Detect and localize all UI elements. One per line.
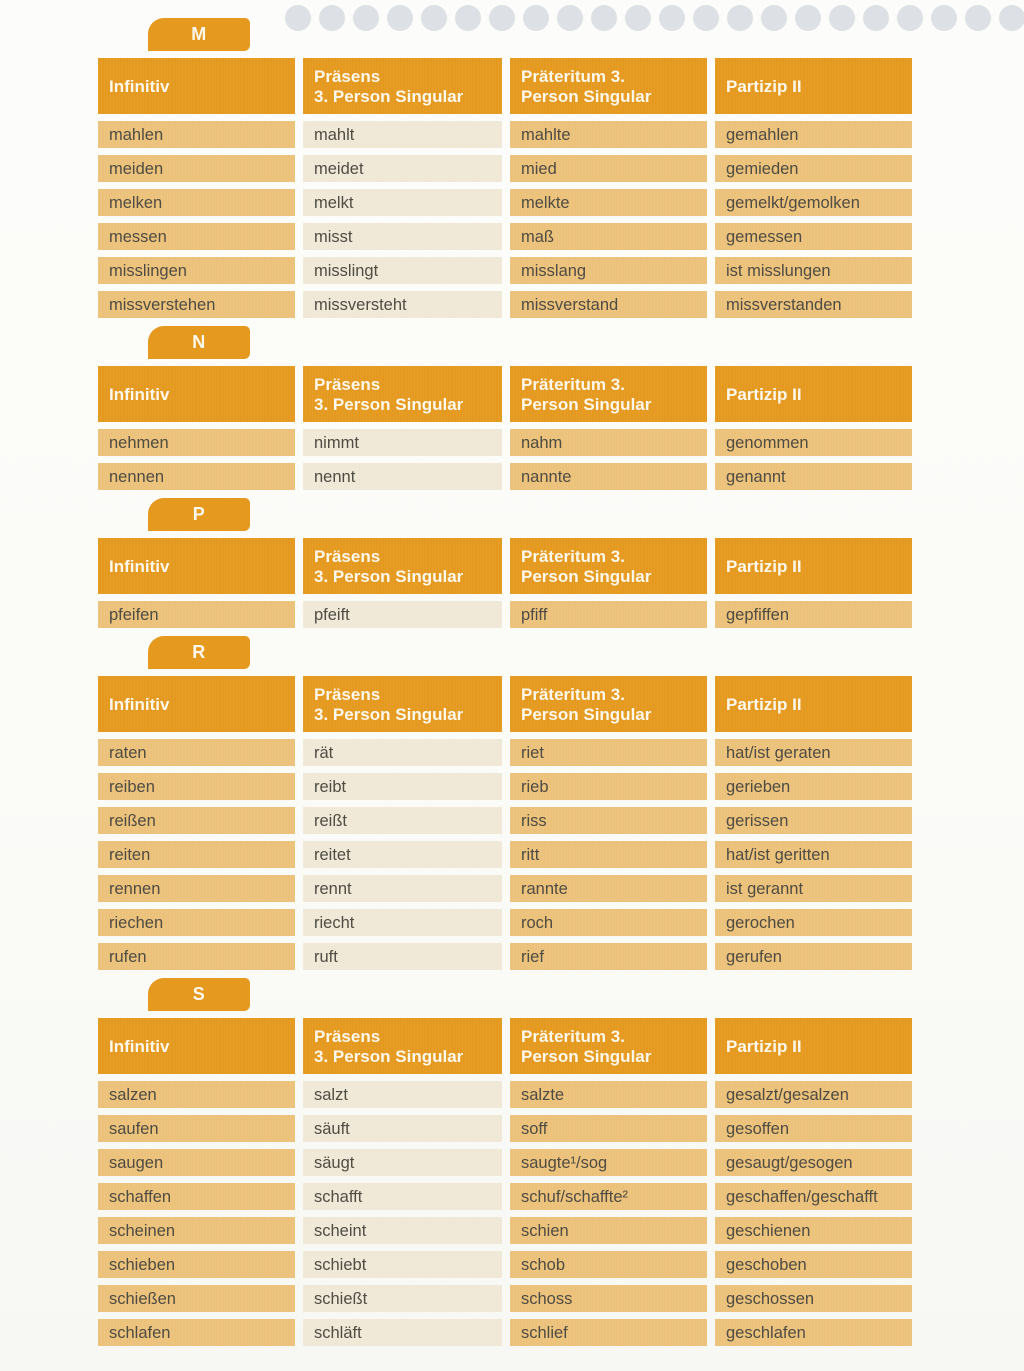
cell-praeteritum: saugte¹/sog <box>510 1149 707 1176</box>
cell-praesens: schläft <box>303 1319 502 1346</box>
cell-praeteritum: pfiff <box>510 601 707 628</box>
header-praeteritum-line2: Person Singular <box>521 395 652 414</box>
cell-partizip2: gesoffen <box>715 1115 912 1142</box>
cell-praesens: reitet <box>303 841 502 868</box>
cell-partizip2: gesaugt/gesogen <box>715 1149 912 1176</box>
cell-praesens: rennt <box>303 875 502 902</box>
verb-table <box>98 58 912 318</box>
section-s <box>98 978 912 1346</box>
cell-praesens: pfeift <box>303 601 502 628</box>
header-praesens-cell <box>303 538 502 594</box>
section-tab-m <box>148 18 250 51</box>
cell-infinitiv: mahlen <box>98 121 295 148</box>
header-praeteritum-line1: Präteritum 3. <box>521 685 625 704</box>
cell-praesens: mahlt <box>303 121 502 148</box>
header-praesens-line2: 3. Person Singular <box>314 705 464 724</box>
header-praeteritum-line1: Präteritum 3. <box>521 67 625 86</box>
binding-hole <box>999 5 1024 31</box>
header-partizip-label: Partizip II <box>726 385 802 404</box>
cell-partizip2: gemieden <box>715 155 912 182</box>
cell-infinitiv: nennen <box>98 463 295 490</box>
cell-infinitiv: saufen <box>98 1115 295 1142</box>
cell-partizip2: gepfiffen <box>715 601 912 628</box>
cell-praeteritum: melkte <box>510 189 707 216</box>
cell-praesens: nimmt <box>303 429 502 456</box>
header-praeteritum-cell <box>510 58 707 114</box>
cell-praesens: nennt <box>303 463 502 490</box>
header-praesens-line2: 3. Person Singular <box>314 567 464 586</box>
cell-praeteritum: riss <box>510 807 707 834</box>
header-praeteritum-line1: Präteritum 3. <box>521 547 625 566</box>
section-tab-p <box>148 498 250 531</box>
header-praesens-line2: 3. Person Singular <box>314 395 464 414</box>
cell-infinitiv: reiten <box>98 841 295 868</box>
cell-praesens: meidet <box>303 155 502 182</box>
cell-infinitiv: melken <box>98 189 295 216</box>
header-praeteritum-cell <box>510 676 707 732</box>
cell-praesens: reißt <box>303 807 502 834</box>
cell-praeteritum: soff <box>510 1115 707 1142</box>
cell-praeteritum: mied <box>510 155 707 182</box>
cell-infinitiv: schieben <box>98 1251 295 1278</box>
cell-partizip2: hat/ist geraten <box>715 739 912 766</box>
cell-partizip2: geschaffen/geschafft <box>715 1183 912 1210</box>
cell-partizip2: gemelkt/gemolken <box>715 189 912 216</box>
cell-partizip2: missverstanden <box>715 291 912 318</box>
cell-praesens: rät <box>303 739 502 766</box>
header-praesens-cell <box>303 1018 502 1074</box>
header-praesens-line2: 3. Person Singular <box>314 1047 464 1066</box>
cell-partizip2: geschoben <box>715 1251 912 1278</box>
header-infinitiv-label: Infinitiv <box>109 385 170 404</box>
cell-praesens: reibt <box>303 773 502 800</box>
header-praesens-line1: Präsens <box>314 685 381 704</box>
cell-infinitiv: schießen <box>98 1285 295 1312</box>
cell-infinitiv: raten <box>98 739 295 766</box>
cell-praesens: misst <box>303 223 502 250</box>
section-tab-n <box>148 326 250 359</box>
header-partizip-label: Partizip II <box>726 77 802 96</box>
header-praesens-line1: Präsens <box>314 375 381 394</box>
cell-praesens: säuft <box>303 1115 502 1142</box>
header-infinitiv-cell <box>98 676 295 732</box>
cell-praeteritum: roch <box>510 909 707 936</box>
header-infinitiv-cell <box>98 366 295 422</box>
cell-infinitiv: pfeifen <box>98 601 295 628</box>
header-partizip-cell <box>715 676 912 732</box>
cell-praeteritum: nannte <box>510 463 707 490</box>
header-infinitiv-label: Infinitiv <box>109 77 170 96</box>
header-praeteritum-line1: Präteritum 3. <box>521 375 625 394</box>
cell-infinitiv: meiden <box>98 155 295 182</box>
header-partizip-label: Partizip II <box>726 695 802 714</box>
cell-praesens: riecht <box>303 909 502 936</box>
cell-infinitiv: saugen <box>98 1149 295 1176</box>
cell-praesens: misslingt <box>303 257 502 284</box>
cell-infinitiv: messen <box>98 223 295 250</box>
header-partizip-cell <box>715 538 912 594</box>
cell-partizip2: geschienen <box>715 1217 912 1244</box>
cell-infinitiv: misslingen <box>98 257 295 284</box>
cell-partizip2: gerissen <box>715 807 912 834</box>
header-infinitiv-cell <box>98 58 295 114</box>
cell-infinitiv: reiben <box>98 773 295 800</box>
cell-praesens: schiebt <box>303 1251 502 1278</box>
cell-praeteritum: misslang <box>510 257 707 284</box>
cell-infinitiv: reißen <box>98 807 295 834</box>
cell-partizip2: geschossen <box>715 1285 912 1312</box>
cell-partizip2: hat/ist geritten <box>715 841 912 868</box>
cell-praeteritum: maß <box>510 223 707 250</box>
cell-praeteritum: missverstand <box>510 291 707 318</box>
binding-hole <box>965 5 991 31</box>
section-tab-letter: R <box>192 642 206 662</box>
cell-partizip2: genannt <box>715 463 912 490</box>
cell-praeteritum: rieb <box>510 773 707 800</box>
section-tab-letter: M <box>191 24 207 44</box>
cell-infinitiv: scheinen <box>98 1217 295 1244</box>
cell-praeteritum: schlief <box>510 1319 707 1346</box>
cell-praeteritum: mahlte <box>510 121 707 148</box>
header-praeteritum-line1: Präteritum 3. <box>521 1027 625 1046</box>
cell-praesens: melkt <box>303 189 502 216</box>
section-tab-r <box>148 636 250 669</box>
cell-infinitiv: schlafen <box>98 1319 295 1346</box>
cell-praesens: salzt <box>303 1081 502 1108</box>
header-praesens-cell <box>303 676 502 732</box>
header-partizip-cell <box>715 1018 912 1074</box>
verb-table <box>98 538 912 628</box>
verb-table <box>98 366 912 490</box>
cell-partizip2: genommen <box>715 429 912 456</box>
header-praesens-cell <box>303 366 502 422</box>
cell-praesens: säugt <box>303 1149 502 1176</box>
verb-table <box>98 676 912 970</box>
section-tab-s <box>148 978 250 1011</box>
cell-partizip2: gesalzt/gesalzen <box>715 1081 912 1108</box>
section-r <box>98 636 912 970</box>
cell-infinitiv: rufen <box>98 943 295 970</box>
header-praesens-cell <box>303 58 502 114</box>
cell-praeteritum: rannte <box>510 875 707 902</box>
cell-partizip2: ist gerannt <box>715 875 912 902</box>
cell-praeteritum: schuf/schaffte² <box>510 1183 707 1210</box>
header-partizip-cell <box>715 366 912 422</box>
cell-praesens: schießt <box>303 1285 502 1312</box>
cell-infinitiv: rennen <box>98 875 295 902</box>
binding-hole <box>931 5 957 31</box>
cell-infinitiv: missverstehen <box>98 291 295 318</box>
cell-praesens: missversteht <box>303 291 502 318</box>
section-tab-letter: S <box>192 984 206 1004</box>
cell-praeteritum: nahm <box>510 429 707 456</box>
cell-infinitiv: riechen <box>98 909 295 936</box>
header-praeteritum-line2: Person Singular <box>521 87 652 106</box>
cell-infinitiv: nehmen <box>98 429 295 456</box>
cell-praeteritum: schien <box>510 1217 707 1244</box>
header-praesens-line1: Präsens <box>314 1027 381 1046</box>
header-praeteritum-cell <box>510 366 707 422</box>
cell-partizip2: geschlafen <box>715 1319 912 1346</box>
header-praesens-line1: Präsens <box>314 67 381 86</box>
cell-infinitiv: salzen <box>98 1081 295 1108</box>
cell-praeteritum: rief <box>510 943 707 970</box>
header-praeteritum-line2: Person Singular <box>521 567 652 586</box>
header-partizip-label: Partizip II <box>726 1037 802 1056</box>
verb-table <box>98 1018 912 1346</box>
cell-partizip2: gemessen <box>715 223 912 250</box>
section-p <box>98 498 912 628</box>
section-tab-letter: P <box>192 504 206 524</box>
cell-praeteritum: schob <box>510 1251 707 1278</box>
header-infinitiv-cell <box>98 538 295 594</box>
section-tab-letter: N <box>192 332 206 352</box>
header-infinitiv-cell <box>98 1018 295 1074</box>
cell-praesens: ruft <box>303 943 502 970</box>
header-praeteritum-cell <box>510 538 707 594</box>
header-praeteritum-cell <box>510 1018 707 1074</box>
cell-praeteritum: schoss <box>510 1285 707 1312</box>
header-infinitiv-label: Infinitiv <box>109 557 170 576</box>
cell-praeteritum: ritt <box>510 841 707 868</box>
header-infinitiv-label: Infinitiv <box>109 1037 170 1056</box>
cell-praesens: scheint <box>303 1217 502 1244</box>
cell-infinitiv: schaffen <box>98 1183 295 1210</box>
header-praeteritum-line2: Person Singular <box>521 705 652 724</box>
header-partizip-cell <box>715 58 912 114</box>
cell-praeteritum: salzte <box>510 1081 707 1108</box>
cell-praeteritum: riet <box>510 739 707 766</box>
cell-partizip2: gerufen <box>715 943 912 970</box>
cell-partizip2: gerochen <box>715 909 912 936</box>
cell-partizip2: gemahlen <box>715 121 912 148</box>
header-praesens-line2: 3. Person Singular <box>314 87 464 106</box>
header-partizip-label: Partizip II <box>726 557 802 576</box>
section-m <box>98 18 912 318</box>
cell-praesens: schafft <box>303 1183 502 1210</box>
header-infinitiv-label: Infinitiv <box>109 695 170 714</box>
section-n <box>98 326 912 490</box>
cell-partizip2: gerieben <box>715 773 912 800</box>
verb-sections <box>98 18 912 1354</box>
cell-partizip2: ist misslungen <box>715 257 912 284</box>
header-praesens-line1: Präsens <box>314 547 381 566</box>
header-praeteritum-line2: Person Singular <box>521 1047 652 1066</box>
